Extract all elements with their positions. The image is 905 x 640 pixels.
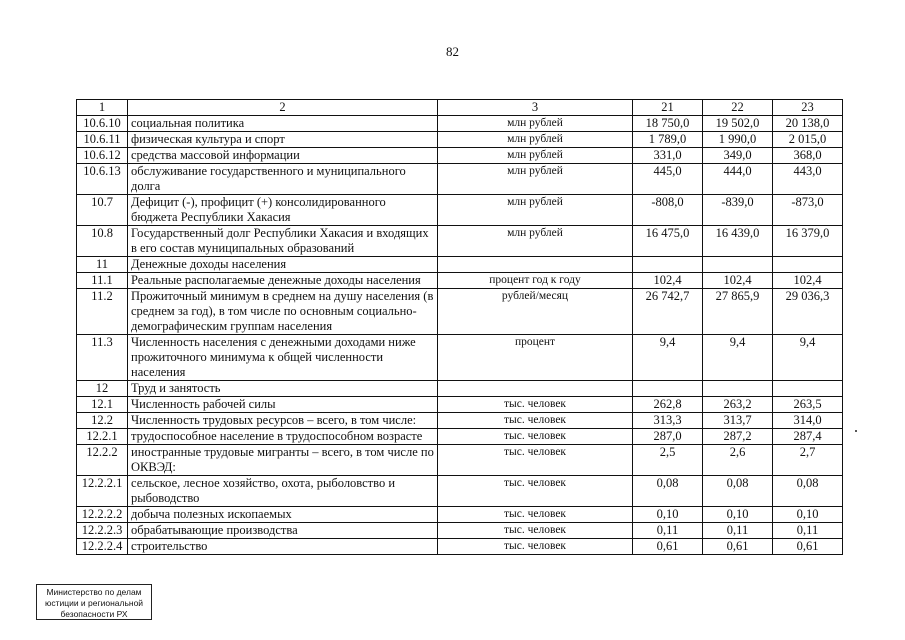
row-code: 12.2.2	[77, 445, 128, 476]
indicator-name: Дефицит (-), профицит (+) консолидированного бюджета Республики Хакасия	[128, 195, 438, 226]
row-code: 10.7	[77, 195, 128, 226]
value-22: 349,0	[703, 148, 773, 164]
value-23: 287,4	[773, 429, 843, 445]
unit: процент год к году	[438, 273, 633, 289]
indicator-name: Труд и занятость	[128, 381, 438, 397]
value-22: 313,7	[703, 413, 773, 429]
table-row	[77, 132, 843, 148]
value-22: 9,4	[703, 335, 773, 381]
row-code: 11.1	[77, 273, 128, 289]
value-23: 2,7	[773, 445, 843, 476]
unit: тыс. человек	[438, 445, 633, 476]
row-code: 12.2.1	[77, 429, 128, 445]
unit: млн рублей	[438, 226, 633, 257]
row-code: 12.2.2.4	[77, 539, 128, 555]
table-row	[77, 195, 843, 226]
value-22: 0,10	[703, 507, 773, 523]
row-code: 12.2	[77, 413, 128, 429]
value-23: -873,0	[773, 195, 843, 226]
unit: млн рублей	[438, 116, 633, 132]
indicator-name: социальная политика	[128, 116, 438, 132]
table-row	[77, 476, 843, 507]
unit: тыс. человек	[438, 523, 633, 539]
row-code: 12	[77, 381, 128, 397]
table-row	[77, 381, 843, 397]
value-21: 331,0	[633, 148, 703, 164]
value-21: -808,0	[633, 195, 703, 226]
value-21: 445,0	[633, 164, 703, 195]
unit: тыс. человек	[438, 507, 633, 523]
table-row	[77, 289, 843, 335]
table-row	[77, 116, 843, 132]
value-22: 27 865,9	[703, 289, 773, 335]
value-23: 16 379,0	[773, 226, 843, 257]
row-code: 11.3	[77, 335, 128, 381]
table-row	[77, 397, 843, 413]
value-22: 287,2	[703, 429, 773, 445]
unit: тыс. человек	[438, 413, 633, 429]
value-21: 0,10	[633, 507, 703, 523]
value-21	[633, 257, 703, 273]
unit: млн рублей	[438, 195, 633, 226]
header-cell: 1	[77, 100, 128, 116]
value-23	[773, 381, 843, 397]
table-body	[77, 100, 843, 555]
value-21: 0,11	[633, 523, 703, 539]
value-21: 262,8	[633, 397, 703, 413]
table-row	[77, 429, 843, 445]
value-21: 287,0	[633, 429, 703, 445]
row-code: 10.6.10	[77, 116, 128, 132]
indicator-name: средства массовой информации	[128, 148, 438, 164]
value-22: 0,61	[703, 539, 773, 555]
table-row	[77, 539, 843, 555]
stamp-line: безопасности РХ	[60, 609, 128, 619]
value-22	[703, 257, 773, 273]
value-21: 18 750,0	[633, 116, 703, 132]
value-22: -839,0	[703, 195, 773, 226]
unit: тыс. человек	[438, 476, 633, 507]
value-22: 263,2	[703, 397, 773, 413]
indicator-name: трудоспособное население в трудоспособном возрасте	[128, 429, 438, 445]
value-22: 102,4	[703, 273, 773, 289]
value-23: 0,08	[773, 476, 843, 507]
unit: млн рублей	[438, 148, 633, 164]
value-23: 368,0	[773, 148, 843, 164]
value-21: 0,08	[633, 476, 703, 507]
indicators-table	[76, 99, 843, 555]
header-cell: 3	[438, 100, 633, 116]
value-22: 19 502,0	[703, 116, 773, 132]
value-23: 443,0	[773, 164, 843, 195]
value-23: 20 138,0	[773, 116, 843, 132]
table-row	[77, 413, 843, 429]
indicator-name: Денежные доходы населения	[128, 257, 438, 273]
unit: процент	[438, 335, 633, 381]
value-22: 444,0	[703, 164, 773, 195]
indicator-name: строительство	[128, 539, 438, 555]
value-23: 314,0	[773, 413, 843, 429]
value-21: 9,4	[633, 335, 703, 381]
unit: млн рублей	[438, 132, 633, 148]
value-22	[703, 381, 773, 397]
value-23: 0,11	[773, 523, 843, 539]
table-row	[77, 335, 843, 381]
value-21: 26 742,7	[633, 289, 703, 335]
unit	[438, 257, 633, 273]
value-23: 263,5	[773, 397, 843, 413]
row-code: 11.2	[77, 289, 128, 335]
value-23: 9,4	[773, 335, 843, 381]
unit: млн рублей	[438, 164, 633, 195]
indicator-name: Прожиточный минимум в среднем на душу населения (в среднем за год), в том числе по основным социально-демографическим группам населения	[128, 289, 438, 335]
indicator-name: Государственный долг Республики Хакасия и входящих в его состав муниципальных образований	[128, 226, 438, 257]
row-code: 10.8	[77, 226, 128, 257]
value-23: 0,10	[773, 507, 843, 523]
row-code: 12.2.2.2	[77, 507, 128, 523]
unit: тыс. человек	[438, 429, 633, 445]
value-21: 102,4	[633, 273, 703, 289]
indicator-name: Реальные располагаемые денежные доходы населения	[128, 273, 438, 289]
indicator-name: Численность трудовых ресурсов – всего, в том числе:	[128, 413, 438, 429]
header-cell: 23	[773, 100, 843, 116]
table-row	[77, 148, 843, 164]
value-21: 0,61	[633, 539, 703, 555]
unit	[438, 381, 633, 397]
value-23: 2 015,0	[773, 132, 843, 148]
header-cell: 21	[633, 100, 703, 116]
indicator-name: иностранные трудовые мигранты – всего, в том числе по ОКВЭД:	[128, 445, 438, 476]
value-21: 313,3	[633, 413, 703, 429]
header-cell: 2	[128, 100, 438, 116]
row-code: 12.2.2.3	[77, 523, 128, 539]
row-code: 11	[77, 257, 128, 273]
table-header-row	[77, 100, 843, 116]
value-22: 0,11	[703, 523, 773, 539]
unit: рублей/месяц	[438, 289, 633, 335]
value-22: 1 990,0	[703, 132, 773, 148]
table-row	[77, 523, 843, 539]
value-23	[773, 257, 843, 273]
row-code: 10.6.12	[77, 148, 128, 164]
indicator-name: обрабатывающие производства	[128, 523, 438, 539]
header-cell: 22	[703, 100, 773, 116]
value-23: 0,61	[773, 539, 843, 555]
table-row	[77, 257, 843, 273]
table-row	[77, 507, 843, 523]
table-row	[77, 273, 843, 289]
indicator-name: Численность рабочей силы	[128, 397, 438, 413]
value-21: 2,5	[633, 445, 703, 476]
row-code: 10.6.13	[77, 164, 128, 195]
ministry-stamp	[36, 584, 152, 620]
unit: тыс. человек	[438, 397, 633, 413]
indicator-name: сельское, лесное хозяйство, охота, рыболовство и рыбоводство	[128, 476, 438, 507]
value-23: 102,4	[773, 273, 843, 289]
indicator-name: обслуживание государственного и муниципального долга	[128, 164, 438, 195]
stamp-line: юстиции и региональной	[44, 598, 144, 608]
value-23: 29 036,3	[773, 289, 843, 335]
value-22: 0,08	[703, 476, 773, 507]
value-22: 16 439,0	[703, 226, 773, 257]
indicator-name: Численность населения с денежными доходами ниже прожиточного минимума к общей численности населения	[128, 335, 438, 381]
indicator-name: физическая культура и спорт	[128, 132, 438, 148]
row-code: 12.1	[77, 397, 128, 413]
value-21: 16 475,0	[633, 226, 703, 257]
stamp-line: Министерство по делам	[46, 587, 142, 597]
value-21: 1 789,0	[633, 132, 703, 148]
row-code: 12.2.2.1	[77, 476, 128, 507]
table-row	[77, 226, 843, 257]
table-row	[77, 445, 843, 476]
page-number: 82	[446, 44, 459, 59]
value-21	[633, 381, 703, 397]
row-code: 10.6.11	[77, 132, 128, 148]
value-22: 2,6	[703, 445, 773, 476]
unit: тыс. человек	[438, 539, 633, 555]
stray-mark	[855, 430, 857, 432]
table-row	[77, 164, 843, 195]
indicator-name: добыча полезных ископаемых	[128, 507, 438, 523]
